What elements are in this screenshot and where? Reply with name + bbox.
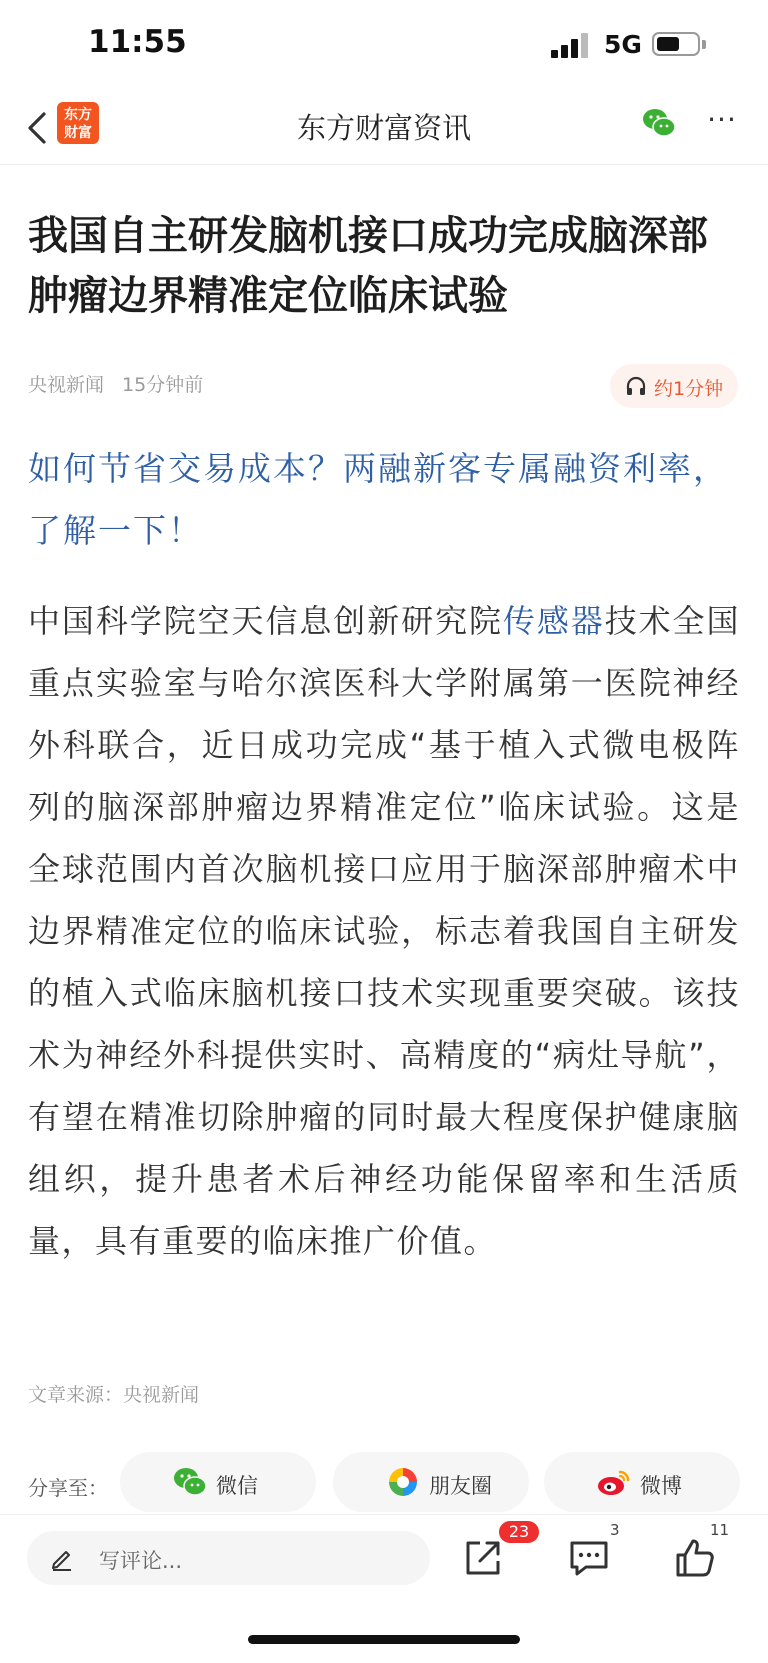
listen-duration: 约1分钟 xyxy=(654,378,724,400)
status-time: 11:55 xyxy=(88,24,187,60)
logo-text-line1: 东方 xyxy=(64,107,92,123)
network-label: 5G xyxy=(604,30,642,59)
logo-text-line2: 财富 xyxy=(64,125,92,141)
article-title: 我国自主研发脑机接口成功完成脑深部肿瘤边界精准定位临床试验 xyxy=(28,213,708,319)
comment-action-button[interactable] xyxy=(564,1533,614,1583)
promo-link[interactable]: 如何节省交易成本？两融新客专属融资利率，了解一下！ xyxy=(28,449,728,550)
more-icon: ··· xyxy=(707,103,737,136)
like-action-button[interactable] xyxy=(670,1533,720,1583)
wechat-icon xyxy=(172,1466,208,1498)
more-button[interactable] xyxy=(704,103,740,140)
article-source: 文章来源：央视新闻 xyxy=(28,1384,200,1406)
comment-count: 3 xyxy=(610,1521,620,1539)
share-wechat-label: 微信 xyxy=(216,1474,258,1498)
share-icon xyxy=(458,1533,508,1583)
share-action-button[interactable] xyxy=(458,1533,508,1583)
share-moments-button[interactable] xyxy=(333,1452,529,1512)
share-wechat-button[interactable] xyxy=(120,1452,316,1512)
battery-level xyxy=(657,37,679,51)
keyword-link[interactable]: 传感器 xyxy=(502,602,605,640)
moments-icon xyxy=(385,1466,421,1498)
share-moments-label: 朋友圈 xyxy=(429,1474,492,1498)
battery-tip xyxy=(702,40,706,49)
wechat-share-button[interactable] xyxy=(641,106,677,140)
listen-button[interactable] xyxy=(610,364,738,408)
article-meta xyxy=(28,370,203,397)
share-count-badge: 23 xyxy=(499,1521,539,1543)
like-count: 11 xyxy=(710,1521,730,1539)
home-indicator[interactable] xyxy=(248,1635,520,1644)
comment-icon xyxy=(564,1533,614,1583)
status-bar xyxy=(0,0,768,90)
publish-time: 15分钟前 xyxy=(122,374,204,396)
share-weibo-label: 微博 xyxy=(640,1474,682,1498)
page-title: 东方财富资讯 xyxy=(296,111,471,145)
thumbs-up-icon xyxy=(670,1533,720,1583)
comment-input[interactable] xyxy=(27,1531,430,1585)
battery-icon xyxy=(652,32,700,56)
pencil-icon xyxy=(49,1545,75,1571)
source-name[interactable]: 央视新闻 xyxy=(28,374,105,396)
body-text-part2: 技术全国重点实验室与哈尔滨医科大学附属第一医院神经外科联合，近日成功完成“基于植入式微电极阵列的脑深部肿瘤边界精准定位”临床试验。这是全球范围内首次脑机接口应用于脑深部肿瘤术中边界精准定位的临床试验，标志着我国自主研发的植入式临床脑机接口技术实现重要突破。该技术为神经外科提供实时、高精度的“病灶导航”，有望在精准切除肿瘤的同时最大程度保护健康脑组织，提升患者术后神经功能保留率和生活质量，具有重要的临床推广价值。 xyxy=(28,602,740,1260)
comment-placeholder: 写评论... xyxy=(99,1549,183,1573)
weibo-icon xyxy=(596,1466,632,1498)
article-body xyxy=(28,590,740,1272)
body-text-part1: 中国科学院空天信息创新研究院 xyxy=(28,602,503,640)
share-weibo-button[interactable] xyxy=(544,1452,740,1512)
signal-icon xyxy=(551,32,591,58)
headphones-icon xyxy=(624,374,648,398)
share-label: 分享至： xyxy=(28,1476,108,1500)
nav-bar xyxy=(0,92,768,165)
wechat-icon xyxy=(641,106,677,140)
bottom-bar xyxy=(0,1514,768,1663)
